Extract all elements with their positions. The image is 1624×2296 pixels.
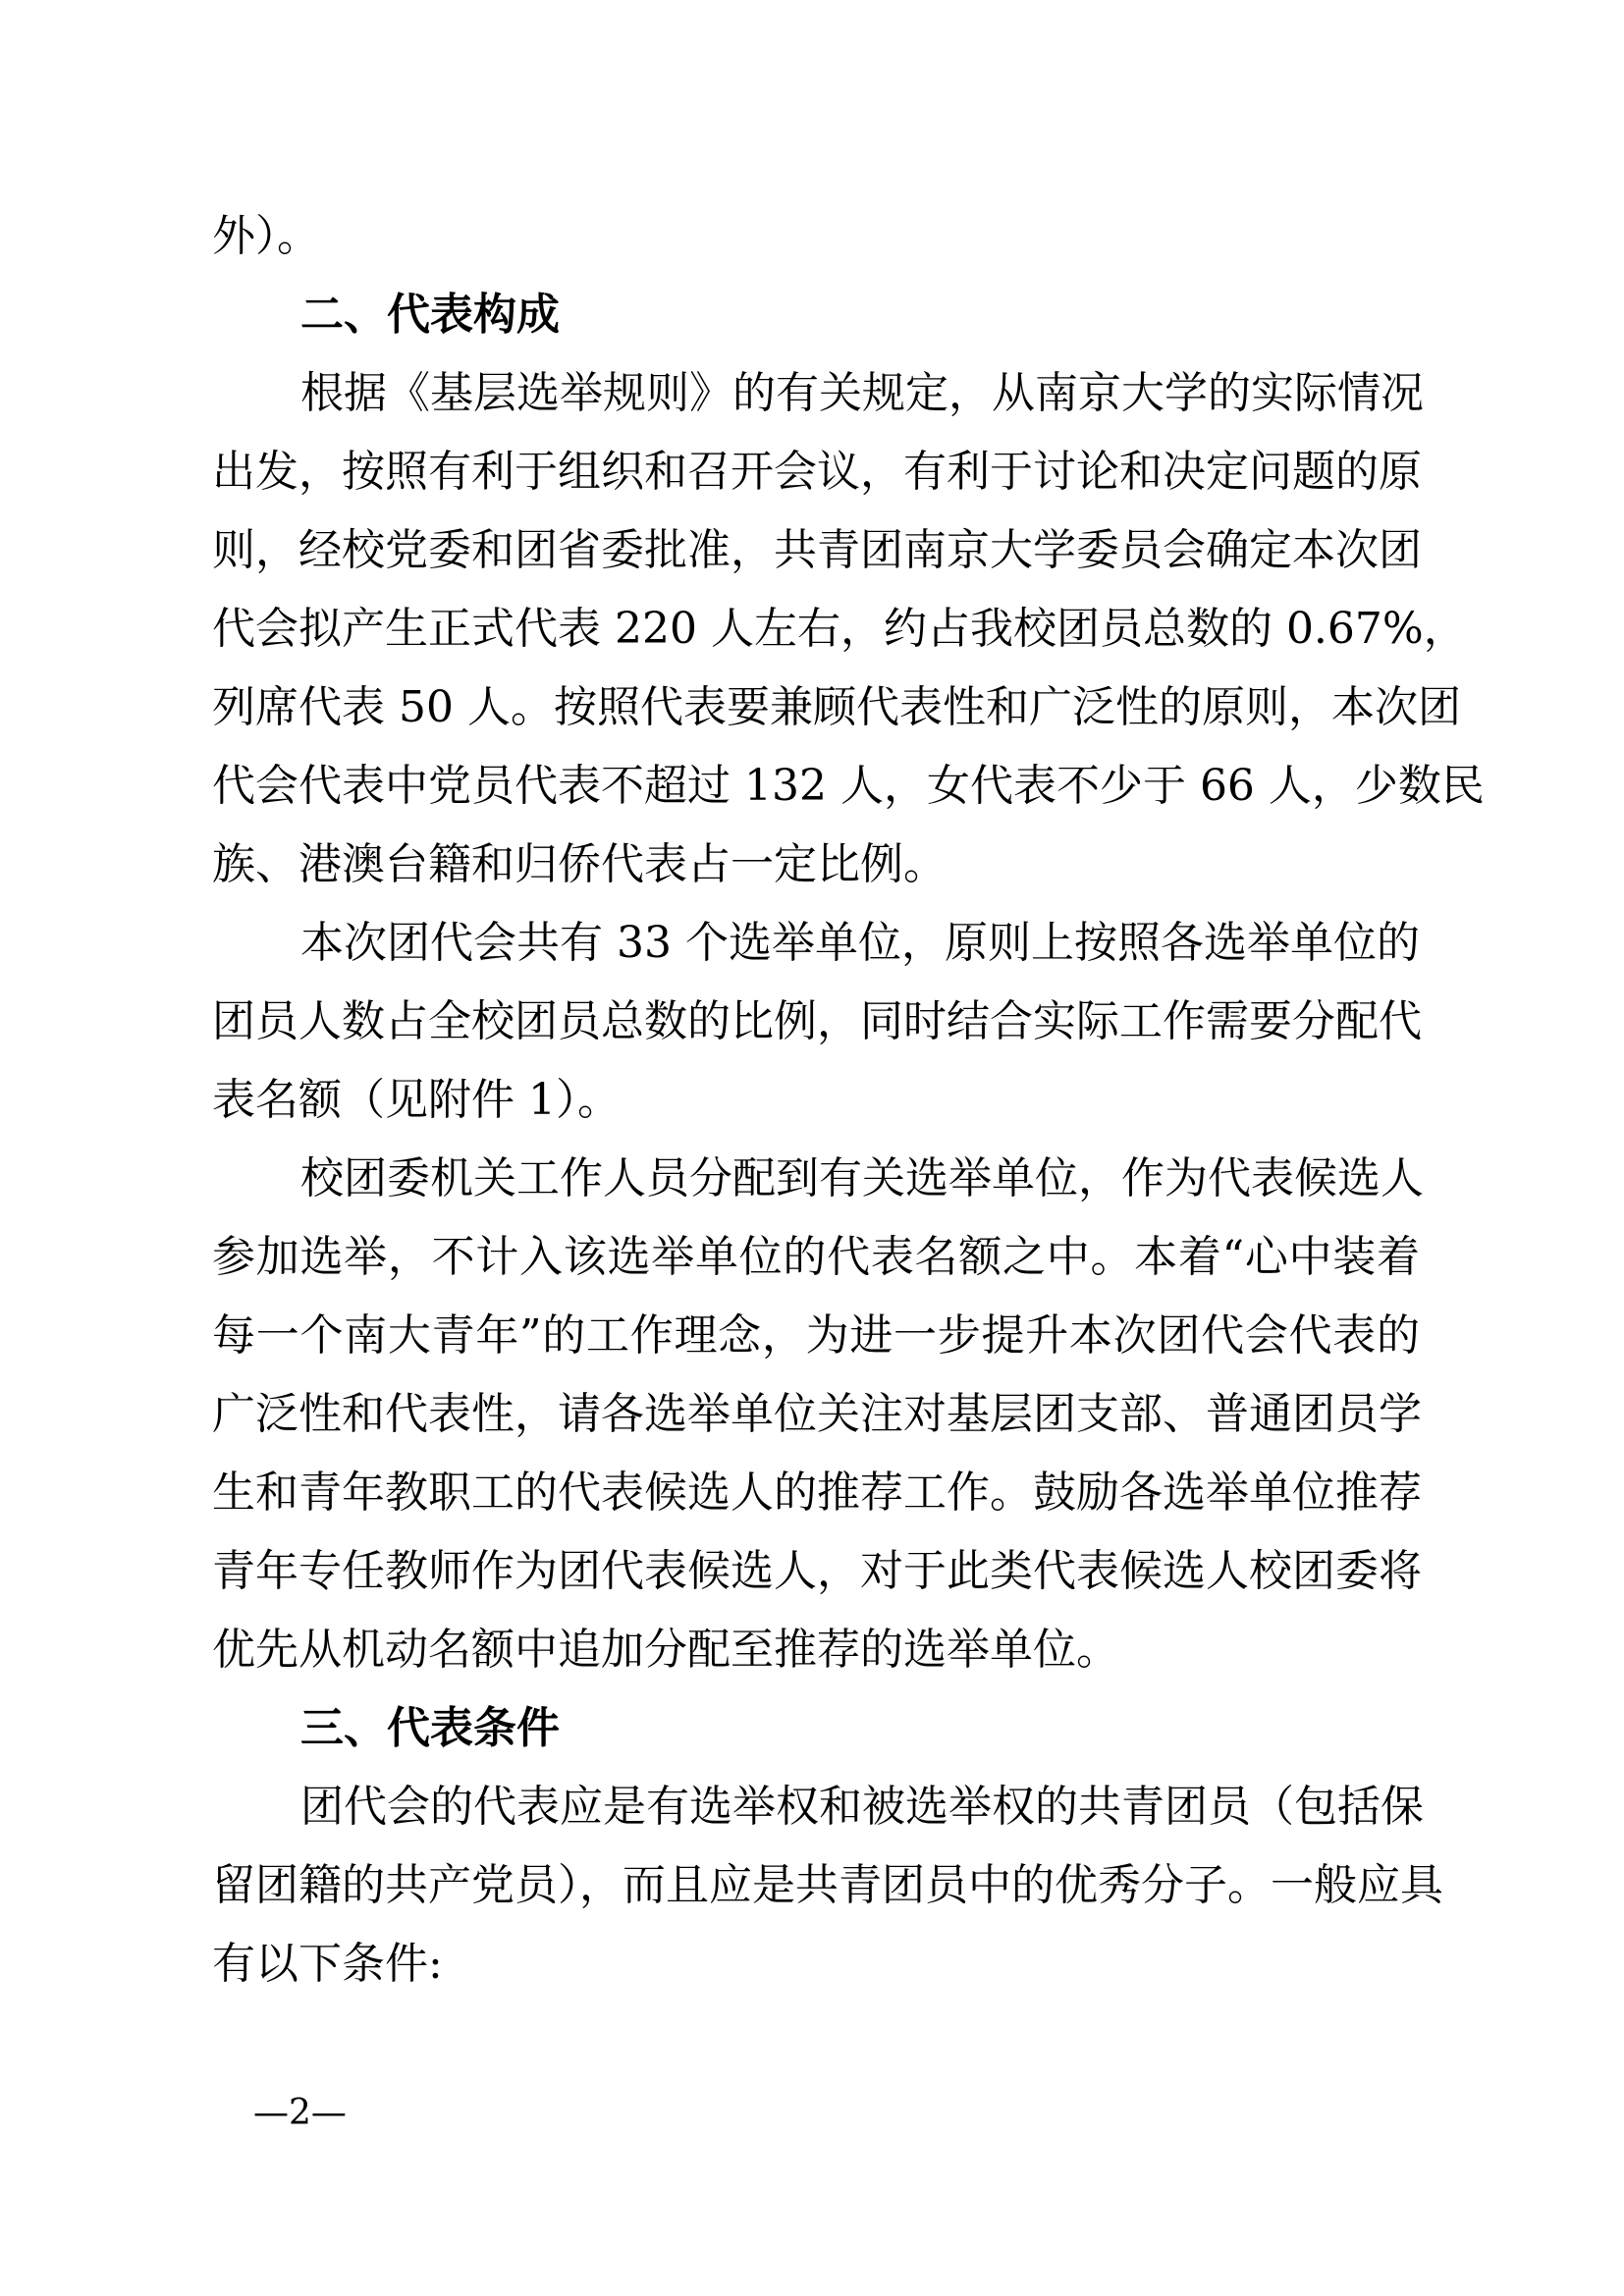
paragraph-line: 族、港澳台籍和归侨代表占一定比例。	[212, 839, 947, 889]
paragraph-line: 有以下条件:	[212, 1939, 443, 1989]
paragraph-line: 本次团代会共有 33 个选举单位，原则上按照各选举单位的	[300, 918, 1420, 968]
paragraph-line: 出发，按照有利于组织和召开会议，有利于讨论和决定问题的原	[212, 447, 1422, 497]
paragraph-line: 团代会的代表应是有选举权和被选举权的共青团员（包括保	[300, 1782, 1424, 1832]
section-heading-representative-conditions: 三、代表条件	[300, 1703, 560, 1753]
paragraph-line: 生和青年教职工的代表候选人的推荐工作。鼓励各选举单位推荐	[212, 1468, 1422, 1518]
paragraph-line: 表名额（见附件 1）。	[212, 1075, 621, 1125]
continued-text-line: 外）。	[212, 211, 320, 261]
paragraph-line: 列席代表 50 人。按照代表要兼顾代表性和广泛性的原则，本次团	[212, 682, 1461, 732]
paragraph-line: 团员人数占全校团员总数的比例，同时结合实际工作需要分配代	[212, 996, 1422, 1046]
page-number: —2—	[253, 2093, 347, 2133]
paragraph-line: 根据《基层选举规则》的有关规定，从南京大学的实际情况	[300, 368, 1424, 418]
paragraph-line: 青年专任教师作为团代表候选人，对于此类代表候选人校团委将	[212, 1546, 1422, 1596]
paragraph-line: 每一个南大青年”的工作理念，为进一步提升本次团代会代表的	[212, 1310, 1420, 1361]
paragraph-line: 留团籍的共产党员），而且应是共青团员中的优秀分子。一般应具	[212, 1860, 1443, 1910]
paragraph-line: 校团委机关工作人员分配到有关选举单位，作为代表候选人	[300, 1153, 1424, 1203]
paragraph-line: 则，经校党委和团省委批准，共青团南京大学委员会确定本次团	[212, 525, 1422, 575]
section-heading-representative-composition: 二、代表构成	[300, 290, 560, 340]
paragraph-line: 参加选举，不计入该选举单位的代表名额之中。本着“心中装着	[212, 1232, 1420, 1282]
paragraph-line: 代会代表中党员代表不超过 132 人，女代表不少于 66 人，少数民	[212, 761, 1485, 811]
paragraph-line: 代会拟产生正式代表 220 人左右，约占我校团员总数的 0.67%，	[212, 604, 1467, 654]
paragraph-line: 广泛性和代表性，请各选举单位关注对基层团支部、普通团员学	[212, 1389, 1422, 1439]
paragraph-line: 优先从机动名额中追加分配至推荐的选举单位。	[212, 1625, 1119, 1675]
